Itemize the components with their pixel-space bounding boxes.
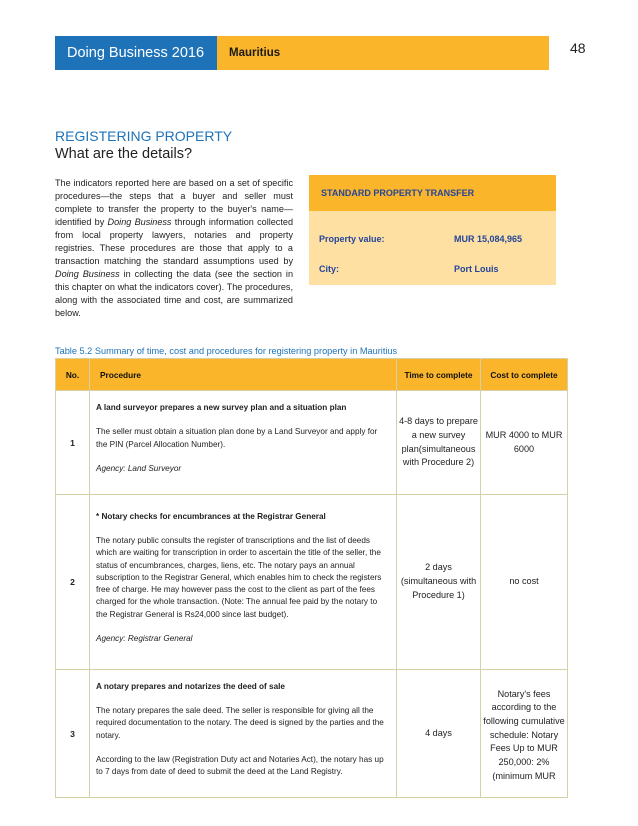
section-title: REGISTERING PROPERTY [55, 128, 233, 144]
procedure-description: The notary public consults the register of transcriptions and the list of deeds which are waiting for transcription in order to ascertain the title of the seller, the status of encumbrances, charges, liens, etc. The notary pays an annual subscription to the Registrar General, which enables him to check the registers free of charge. He may however pass the cost to the client as part of the fees charged for the whole transaction. (Note: The annual fee paid by the notary to the Registrar General is Rs24,000 since last budget). [96, 535, 382, 619]
city-label: City: [319, 264, 339, 274]
city-value: Port Louis [454, 264, 499, 274]
section-subtitle: What are the details? [55, 146, 193, 162]
col-header-procedure: Procedure [90, 359, 397, 391]
intro-text-3: in collecting the data (see the section in this chapter on what the indicators cover). The procedures, along with the associated time and cost, are summarized below. [55, 268, 294, 318]
property-value-label: Property value: [319, 234, 385, 244]
row-number: 3 [56, 670, 90, 798]
procedure-description: According to the law (Registration Duty act and Notaries Act), the notary has up to 7 days from date of deed to submit the deed at the Land Registry. [96, 754, 384, 777]
table-row [56, 670, 568, 798]
country-name: Mauritius [229, 47, 281, 59]
standard-box-heading: STANDARD PROPERTY TRANSFER [309, 175, 556, 211]
page-number: 48 [570, 40, 586, 56]
row-number: 2 [56, 495, 90, 670]
col-header-cost: Cost to complete [481, 359, 568, 391]
cost-cell: MUR 4000 to MUR 6000 [481, 391, 568, 495]
intro-emphasis-2: Doing Business [55, 268, 120, 279]
table-caption: Table 5.2 Summary of time, cost and procedures for registering property in Mauritius [55, 346, 398, 356]
cost-cell: no cost [481, 495, 568, 670]
procedure-cell [90, 495, 397, 670]
time-cell: 4 days [397, 670, 481, 798]
standard-property-transfer-box [309, 175, 556, 285]
procedure-description: The seller must obtain a situation plan done by a Land Surveyor and apply for the PIN (Parcel Allocation Number). [96, 427, 378, 449]
report-title-banner [55, 36, 217, 70]
row-number: 1 [56, 391, 90, 495]
property-value: MUR 15,084,965 [454, 234, 523, 244]
procedure-title: A notary prepares and notarizes the deed of sale [96, 681, 285, 691]
intro-text-1: The indicators reported here are based on a set of specific procedures—the steps that a buyer and seller must complete to transfer the property to the buyer's name—identified by [55, 178, 293, 227]
table-header-row [56, 359, 568, 391]
time-cell: 4-8 days to prepare a new survey plan(simultaneous with Procedure 2) [397, 391, 481, 495]
intro-emphasis-1: Doing Business [107, 216, 172, 227]
intro-paragraph [55, 177, 293, 319]
report-title: Doing Business 2016 [67, 45, 205, 61]
procedure-cell [90, 391, 397, 495]
procedure-agency: Agency: Land Surveyor [96, 463, 182, 473]
table-row [56, 495, 568, 670]
procedure-cell [90, 670, 397, 798]
col-header-time: Time to complete [397, 359, 481, 391]
time-cell: 2 days (simultaneous with Procedure 1) [397, 495, 481, 670]
country-banner [217, 36, 549, 70]
procedure-title: A land surveyor prepares a new survey plan and a situation plan [96, 402, 347, 412]
cost-cell: Notary's fees according to the following cumulative schedule: Notary Fees Up to MUR 250,000: 2% (minimum MUR [481, 670, 568, 798]
table-row [56, 391, 568, 495]
col-header-no: No. [56, 359, 90, 391]
procedures-table [55, 358, 568, 798]
procedure-description: The notary prepares the sale deed. The seller is responsible for giving all the required documentation to the notary. The deed is signed by the parties and the notary. [96, 705, 384, 740]
procedure-agency: Agency: Registrar General [96, 634, 193, 644]
intro-text-2: through information collected from local property lawyers, notaries and property registries. These procedures are those that apply to a transaction matching the standard assumptions used by [55, 216, 294, 266]
procedure-title: * Notary checks for encumbrances at the Registrar General [96, 511, 326, 521]
